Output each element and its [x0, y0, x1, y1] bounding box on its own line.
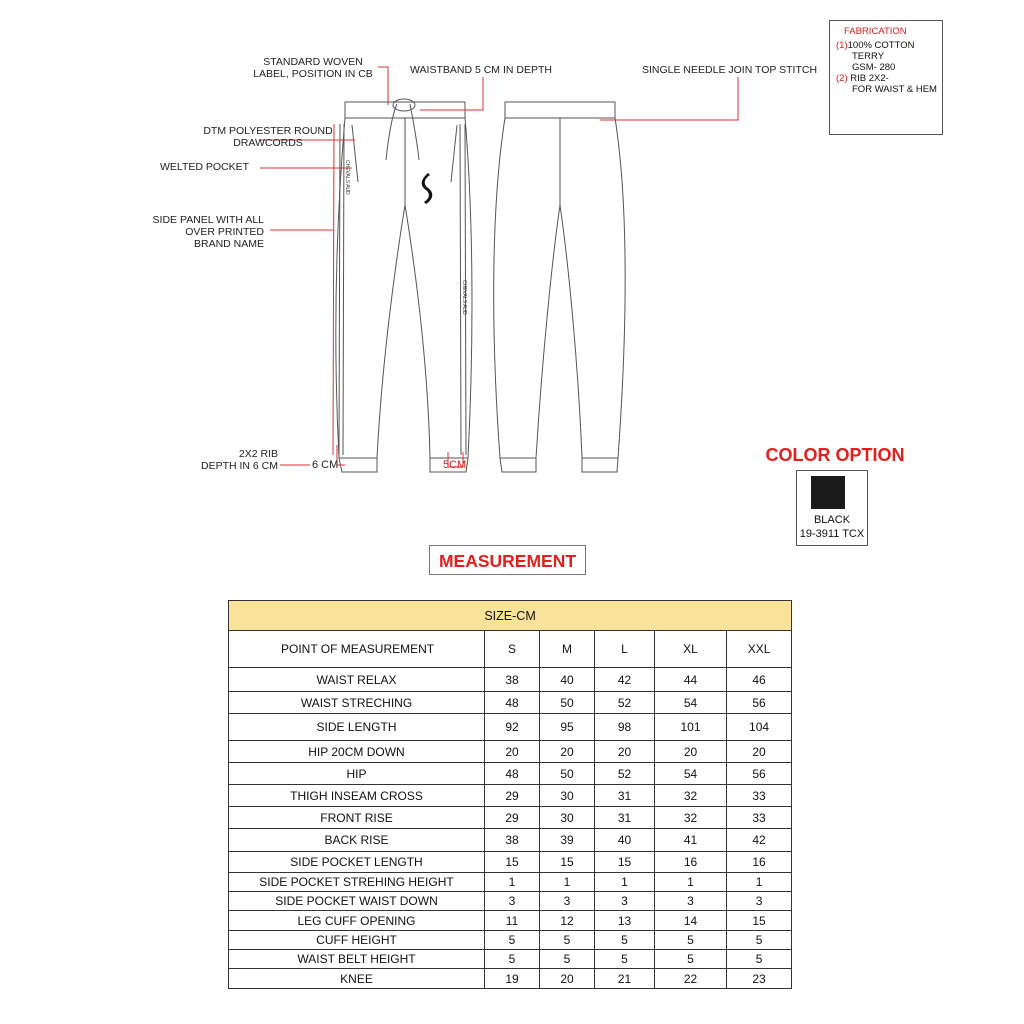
header-cell: L: [595, 631, 655, 668]
measurement-value: 5: [655, 931, 727, 950]
table-row: [229, 807, 792, 829]
measurement-point: SIDE POCKET LENGTH: [229, 852, 485, 873]
measurement-value: 104: [727, 714, 792, 741]
measurement-value: 95: [540, 714, 595, 741]
measurement-value: 5: [595, 950, 655, 969]
measurement-value: 13: [595, 911, 655, 931]
measurement-value: 22: [655, 969, 727, 989]
measurement-value: 38: [485, 829, 540, 852]
measurement-value: 5: [540, 950, 595, 969]
measurement-value: 1: [727, 873, 792, 892]
table-row: [229, 969, 792, 989]
measurement-value: 39: [540, 829, 595, 852]
measurement-value: 5: [595, 931, 655, 950]
measurement-value: 56: [727, 763, 792, 785]
measurement-point: SIDE LENGTH: [229, 714, 485, 741]
measurement-value: 54: [655, 692, 727, 714]
rib-callout: 2X2 RIB DEPTH IN 6 CM: [200, 448, 278, 472]
measurement-point: HIP 20CM DOWN: [229, 741, 485, 763]
measurement-value: 50: [540, 692, 595, 714]
woven-label-callout: STANDARD WOVEN LABEL, POSITION IN CB: [253, 56, 373, 80]
measurement-value: 5: [727, 931, 792, 950]
side-tape-print-left: CHEVALS AUD: [344, 160, 350, 195]
measurement-value: 15: [540, 852, 595, 873]
measurement-point: THIGH INSEAM CROSS: [229, 785, 485, 807]
table-row: [229, 829, 792, 852]
swatch-code: 19-3911 TCX: [799, 528, 865, 540]
table-row: [229, 785, 792, 807]
measurement-value: 52: [595, 763, 655, 785]
table-row: [229, 873, 792, 892]
measurement-value: 29: [485, 785, 540, 807]
measurement-value: 20: [595, 741, 655, 763]
waistband-callout: WAISTBAND 5 CM IN DEPTH: [410, 64, 552, 76]
table-row: [229, 931, 792, 950]
header-cell: XL: [655, 631, 727, 668]
measurement-value: 42: [727, 829, 792, 852]
measurement-point: WAIST RELAX: [229, 668, 485, 692]
measurement-point: WAIST STRECHING: [229, 692, 485, 714]
measurement-value: 5: [485, 931, 540, 950]
measurement-value: 1: [540, 873, 595, 892]
measurement-value: 20: [485, 741, 540, 763]
measurement-value: 12: [540, 911, 595, 931]
measurement-value: 1: [655, 873, 727, 892]
table-row: [229, 714, 792, 741]
measurement-value: 48: [485, 692, 540, 714]
measurement-title: MEASUREMENT: [429, 545, 586, 575]
measurement-value: 32: [655, 807, 727, 829]
measurement-point: BACK RISE: [229, 829, 485, 852]
measurement-value: 20: [727, 741, 792, 763]
measurement-value: 14: [655, 911, 727, 931]
measurement-value: 30: [540, 785, 595, 807]
fabrication-box: FABRICATION (1)100% COTTON TERRY GSM- 280 (2) RIB 2X2- FOR WAIST & HEM: [829, 20, 943, 135]
measurement-value: 19: [485, 969, 540, 989]
header-cell: S: [485, 631, 540, 668]
measurement-value: 5: [655, 950, 727, 969]
measurement-value: 3: [727, 892, 792, 911]
measurement-value: 31: [595, 785, 655, 807]
measurement-value: 101: [655, 714, 727, 741]
measurement-value: 15: [595, 852, 655, 873]
drawcords-callout: DTM POLYESTER ROUND DRAWCORDS: [203, 125, 333, 149]
measurement-value: 5: [727, 950, 792, 969]
table-row: [229, 892, 792, 911]
measurement-value: 15: [485, 852, 540, 873]
measurement-value: 38: [485, 668, 540, 692]
measurement-value: 16: [727, 852, 792, 873]
measurement-value: 33: [727, 785, 792, 807]
measurement-point: SIDE POCKET WAIST DOWN: [229, 892, 485, 911]
measurement-value: 1: [595, 873, 655, 892]
back-view: [494, 102, 625, 472]
measurement-value: 30: [540, 807, 595, 829]
size-banner: SIZE-CM: [229, 601, 792, 631]
measurement-value: 3: [655, 892, 727, 911]
measurement-value: 3: [595, 892, 655, 911]
measurement-point: WAIST BELT HEIGHT: [229, 950, 485, 969]
measurement-point: KNEE: [229, 969, 485, 989]
table-header-row: [229, 631, 792, 668]
measurement-value: 42: [595, 668, 655, 692]
measurement-value: 20: [540, 741, 595, 763]
header-cell: XXL: [727, 631, 792, 668]
table-row: [229, 741, 792, 763]
measurement-value: 40: [595, 829, 655, 852]
measurement-value: 15: [727, 911, 792, 931]
measurement-value: 40: [540, 668, 595, 692]
measurement-value: 52: [595, 692, 655, 714]
measurement-value: 16: [655, 852, 727, 873]
table-row: [229, 852, 792, 873]
table-row: [229, 763, 792, 785]
header-cell: POINT OF MEASUREMENT: [229, 631, 485, 668]
measurement-value: 44: [655, 668, 727, 692]
front-view: [333, 99, 472, 472]
brand-logo-icon: [422, 173, 433, 204]
measurement-value: 3: [540, 892, 595, 911]
measurement-point: CUFF HEIGHT: [229, 931, 485, 950]
measurement-value: 33: [727, 807, 792, 829]
measurement-value: 5: [540, 931, 595, 950]
measurement-value: 21: [595, 969, 655, 989]
measurement-point: LEG CUFF OPENING: [229, 911, 485, 931]
measurement-value: 54: [655, 763, 727, 785]
table-row: [229, 692, 792, 714]
measurement-value: 41: [655, 829, 727, 852]
table-row: [229, 950, 792, 969]
table-row: [229, 911, 792, 931]
measurement-value: 56: [727, 692, 792, 714]
measurement-value: 98: [595, 714, 655, 741]
measurement-point: FRONT RISE: [229, 807, 485, 829]
side-panel-callout: SIDE PANEL WITH ALL OVER PRINTED BRAND NAME: [152, 214, 264, 250]
measurement-value: 11: [485, 911, 540, 931]
measurement-value: 5: [485, 950, 540, 969]
swatch-name: BLACK: [813, 514, 851, 526]
measurement-point: HIP: [229, 763, 485, 785]
cuff-6cm-label: 6 CM: [312, 459, 339, 471]
measurement-value: 92: [485, 714, 540, 741]
measurement-value: 31: [595, 807, 655, 829]
measurement-value: 46: [727, 668, 792, 692]
measurement-value: 32: [655, 785, 727, 807]
measurement-table: [228, 600, 792, 989]
measurement-value: 20: [540, 969, 595, 989]
topstitch-callout: SINGLE NEEDLE JOIN TOP STITCH: [642, 64, 818, 76]
measurement-value: 50: [540, 763, 595, 785]
measurement-point: SIDE POCKET STREHING HEIGHT: [229, 873, 485, 892]
header-cell: M: [540, 631, 595, 668]
fabrication-title: FABRICATION: [844, 26, 907, 37]
table-row: [229, 668, 792, 692]
side-tape-print-right: CHEVALS AUD: [461, 280, 467, 315]
measurement-value: 48: [485, 763, 540, 785]
color-swatch-card: [796, 470, 868, 546]
cuff-5cm-label: 5CM: [443, 459, 467, 471]
measurement-value: 23: [727, 969, 792, 989]
pocket-callout: WELTED POCKET: [160, 161, 250, 173]
measurement-value: 1: [485, 873, 540, 892]
measurement-value: 20: [655, 741, 727, 763]
black-swatch: [811, 476, 845, 509]
measurement-value: 3: [485, 892, 540, 911]
color-option-title: COLOR OPTION: [765, 445, 905, 465]
measurement-value: 29: [485, 807, 540, 829]
